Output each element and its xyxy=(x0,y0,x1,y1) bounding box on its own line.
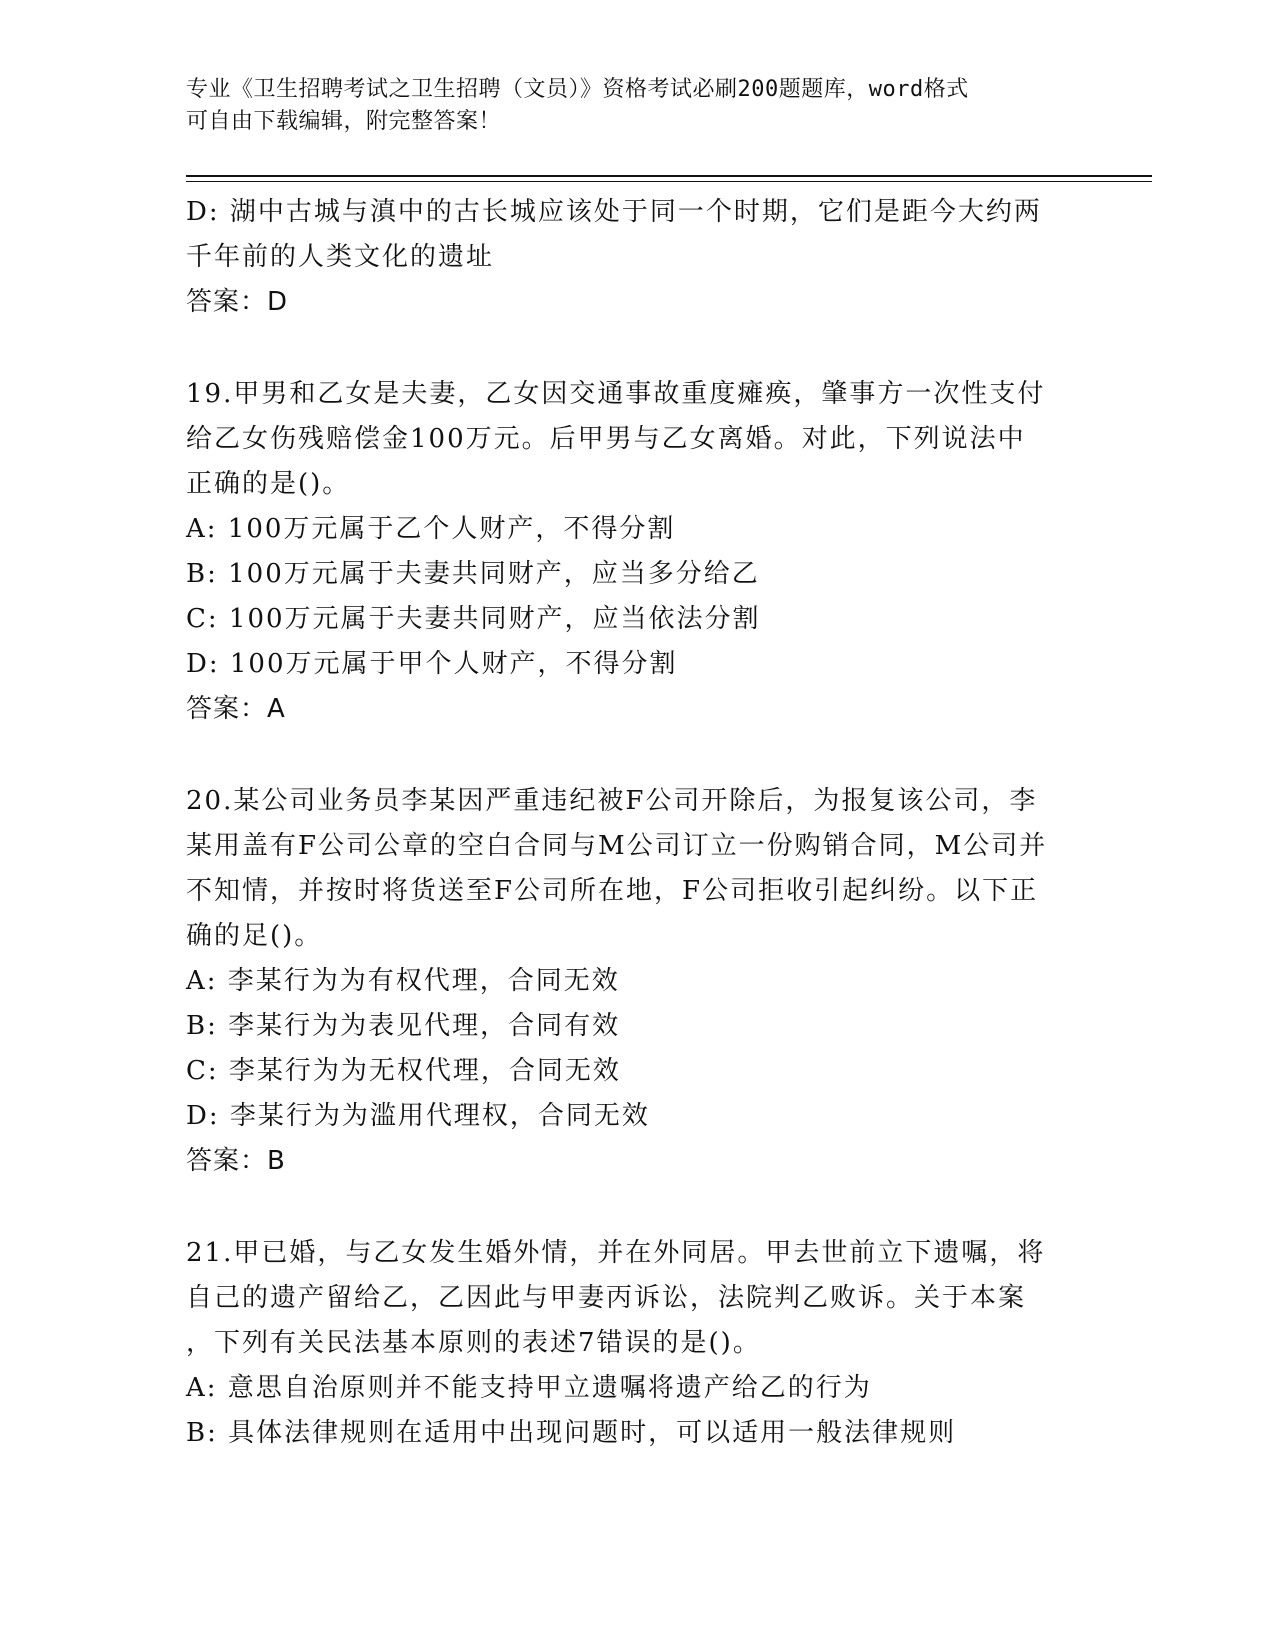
question-stem-line: 正确的是()。 xyxy=(186,469,351,499)
option-b: B: 100万元属于夫妻共同财产，应当多分给乙 xyxy=(186,559,760,589)
question-stem-line: ，下列有关民法基本原则的表述7错误的是()。 xyxy=(186,1328,761,1358)
option-a: A: 100万元属于乙个人财产，不得分割 xyxy=(186,514,676,544)
question-stem-line: 21.甲已婚，与乙女发生婚外情，并在外同居。甲去世前立下遗嘱，将 xyxy=(186,1238,1046,1268)
question-stem-line: 不知情，并按时将货送至F公司所在地，F公司拒收引起纠纷。以下正 xyxy=(186,876,1039,906)
question-stem-line: 给乙女伤残赔偿金100万元。后甲男与乙女离婚。对此，下列说法中 xyxy=(186,424,1026,454)
question-stem-line: 确的足()。 xyxy=(186,921,323,951)
document-header xyxy=(186,74,1086,138)
question-21 xyxy=(186,1231,1086,1456)
option-c: C: 100万元属于夫妻共同财产，应当依法分割 xyxy=(186,604,761,634)
spacer xyxy=(186,325,1086,372)
question-20 xyxy=(186,779,1086,1184)
option-c: C: 李某行为为无权代理，合同无效 xyxy=(186,1056,621,1086)
question-stem-line: 某用盖有F公司公章的空白合同与M公司订立一份购销合同，M公司并 xyxy=(186,831,1048,861)
option-a: A: 意思自治原则并不能支持甲立遗嘱将遗产给乙的行为 xyxy=(186,1373,872,1403)
question-stem-line: 19.甲男和乙女是夫妻，乙女因交通事故重度瘫痪，肇事方一次性支付 xyxy=(186,379,1046,409)
header-line-2: 可自由下载编辑，附完整答案！ xyxy=(186,109,502,134)
option-d-line-2: 千年前的人类文化的遗址 xyxy=(186,242,495,272)
question-stem-line: 自己的遗产留给乙，乙因此与甲妻丙诉讼，法院判乙败诉。关于本案 xyxy=(186,1283,1027,1313)
carryover-question xyxy=(186,190,1086,325)
answer-line: 答案：A xyxy=(186,694,286,724)
option-b: B: 具体法律规则在适用中出现问题时，可以适用一般法律规则 xyxy=(186,1418,957,1448)
option-a: A: 李某行为为有权代理，合同无效 xyxy=(186,966,620,996)
option-d: D: 100万元属于甲个人财产，不得分割 xyxy=(186,649,678,679)
question-19 xyxy=(186,372,1086,732)
header-line-1: 专业《卫生招聘考试之卫生招聘（文员）》资格考试必刷200题题库，word格式 xyxy=(186,77,969,102)
question-stem-line: 20.某公司业务员李某因严重违纪被F公司开除后，为报复该公司，李 xyxy=(186,786,1038,816)
option-b: B: 李某行为为表见代理，合同有效 xyxy=(186,1011,621,1041)
answer-line: 答案：D xyxy=(186,287,289,317)
header-divider-thick xyxy=(186,175,1152,177)
document-body xyxy=(186,190,1086,1456)
header-divider-thin xyxy=(186,181,1152,182)
option-d-line-1: D: 湖中古城与滇中的古长城应该处于同一个时期，它们是距今大约两 xyxy=(186,197,1042,227)
spacer xyxy=(186,732,1086,779)
answer-line: 答案：B xyxy=(186,1146,286,1176)
option-d: D: 李某行为为滥用代理权，合同无效 xyxy=(186,1101,650,1131)
spacer xyxy=(186,1184,1086,1231)
